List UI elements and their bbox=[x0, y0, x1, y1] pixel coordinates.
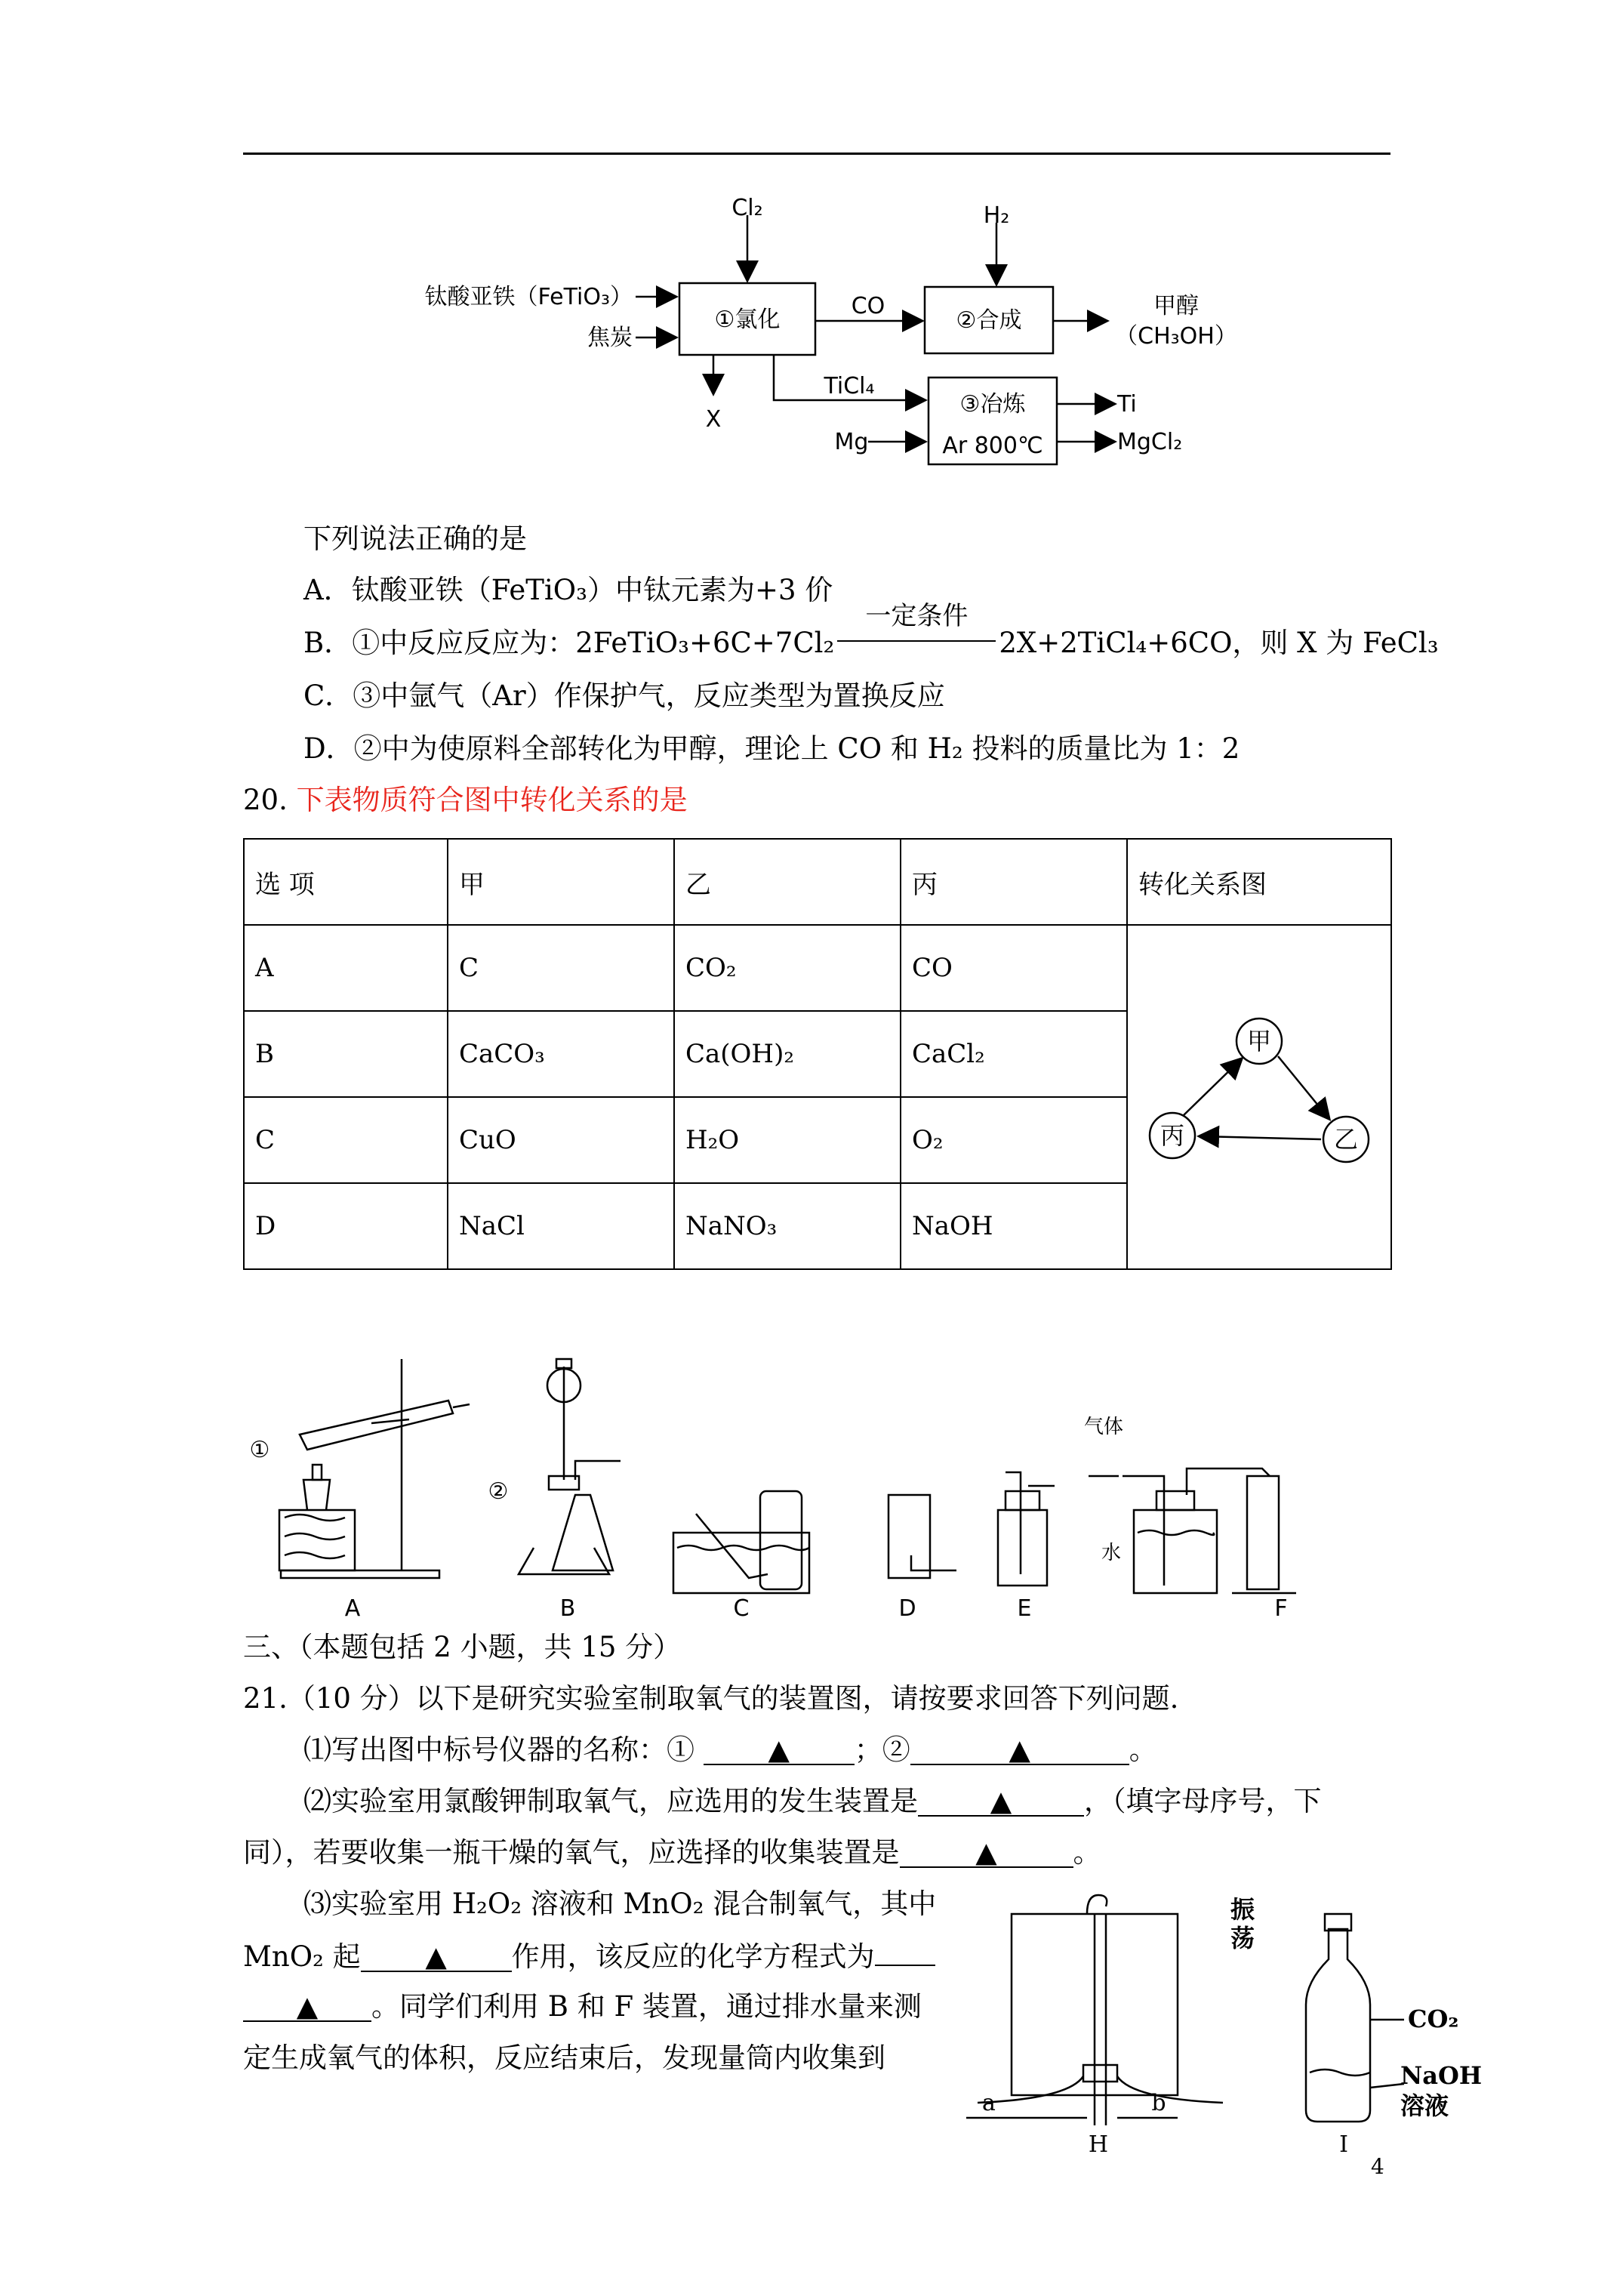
apparatus-label-b: B bbox=[559, 1595, 576, 1622]
q19-option-b-post: 2X+2TiCl₄+6CO，则 X 为 FeCl₃ bbox=[999, 627, 1439, 659]
input-coke: 焦炭 bbox=[587, 325, 633, 351]
q19-option-d: D．②中为使原料全部转化为甲醇，理论上 CO 和 H₂ 投料的质量比为 1：2 bbox=[303, 732, 1240, 765]
marker-1: ① bbox=[249, 1437, 270, 1463]
cell: CaCl₂ bbox=[901, 1011, 1127, 1097]
q21-part2-line1 bbox=[303, 1783, 1322, 1820]
q21-intro: 21.（10 分）以下是研究实验室制取氧气的装置图，请按要求回答下列问题. bbox=[243, 1682, 1179, 1715]
q21-part3-text: MnO₂ 起 bbox=[243, 1940, 361, 1973]
cell: B bbox=[244, 1011, 448, 1097]
blank-5[interactable]: ▲ bbox=[361, 1943, 512, 1972]
figure-h-label: H bbox=[1088, 2131, 1109, 2158]
header-diagram: 转化关系图 bbox=[1127, 839, 1391, 925]
cell: CO₂ bbox=[674, 925, 901, 1011]
box-synthesis: ②合成 bbox=[956, 307, 1022, 334]
lab-apparatus-figure bbox=[243, 1344, 1421, 1623]
cell: NaCl bbox=[448, 1183, 674, 1269]
box-smelting-conditions: Ar 800℃ bbox=[942, 433, 1043, 459]
cell: CuO bbox=[448, 1097, 674, 1183]
q21-part3-line4: 定生成氧气的体积，反应结束后，发现量筒内收集到 bbox=[243, 2042, 885, 2074]
node-bing: 丙 bbox=[1160, 1120, 1185, 1150]
header-yi: 乙 bbox=[674, 839, 901, 925]
co2-label: CO₂ bbox=[1408, 2005, 1459, 2033]
header-option: 选 项 bbox=[244, 839, 448, 925]
q19-option-c: C．③中氩气（Ar）作保护气，反应类型为置换反应 bbox=[303, 680, 945, 712]
box-smelting: ③冶炼 bbox=[959, 391, 1026, 418]
box-chlorination: ①氯化 bbox=[714, 307, 781, 333]
product-methanol: 甲醇 bbox=[1153, 293, 1199, 319]
q19-stem: 下列说法正确的是 bbox=[303, 522, 527, 555]
ti-label: Ti bbox=[1117, 391, 1137, 418]
cycle-diagram bbox=[1138, 996, 1380, 1192]
q20-question bbox=[243, 782, 688, 818]
q21-part2-text: ⑵实验室用氯酸钾制取氧气，应选用的发生装置是 bbox=[303, 1785, 918, 1817]
q21-part3-line3 bbox=[243, 1989, 922, 2025]
figure-h-i bbox=[936, 1884, 1483, 2158]
header-rule bbox=[243, 153, 1390, 155]
header-bing: 丙 bbox=[901, 839, 1127, 925]
q20-stem: 下表物质符合图中转化关系的是 bbox=[296, 784, 688, 816]
q20-number: 20. bbox=[243, 784, 288, 816]
q21-part3-text3: 。同学们利用 B 和 F 装置，通过排水量来测 bbox=[371, 1990, 922, 2023]
gas-label: 气体 bbox=[1083, 1416, 1124, 1438]
tube-a-label: a bbox=[982, 2090, 996, 2116]
page-number: 4 bbox=[1371, 2154, 1384, 2179]
cl2-label: Cl₂ bbox=[731, 195, 763, 221]
mgcl2-label: MgCl₂ bbox=[1117, 429, 1183, 455]
product-methanol-formula: （CH₃OH） bbox=[1115, 323, 1237, 350]
apparatus-label-d: D bbox=[898, 1595, 916, 1622]
q21-part1-text: ⑴写出图中标号仪器的名称：① bbox=[303, 1734, 694, 1766]
cell: O₂ bbox=[901, 1097, 1127, 1183]
x-label: X bbox=[705, 406, 722, 433]
q21-part2-hint: ，（填字母序号，下 bbox=[1084, 1785, 1322, 1817]
apparatus-label-c: C bbox=[733, 1595, 750, 1622]
blank-6-start[interactable] bbox=[875, 1937, 935, 1966]
section-3-title: 三、（本题包括 2 小题，共 15 分） bbox=[243, 1631, 682, 1663]
co-label: CO bbox=[851, 293, 885, 319]
q19-reaction-condition: 一定条件 bbox=[834, 625, 999, 661]
q19-option-a: A．钛酸亚铁（FeTiO₃）中钛元素为+3 价 bbox=[303, 574, 833, 606]
cell: NaNO₃ bbox=[674, 1183, 901, 1269]
q20-options-table bbox=[243, 838, 1392, 1270]
q21-part3-line2 bbox=[243, 1937, 935, 1975]
q21-part2-end: 。 bbox=[1073, 1836, 1101, 1869]
blank-6[interactable]: ▲ bbox=[243, 1993, 371, 2022]
cell: A bbox=[244, 925, 448, 1011]
table-header-row bbox=[244, 839, 1391, 925]
h2-label: H₂ bbox=[983, 202, 1010, 229]
table-row bbox=[244, 925, 1391, 1011]
q21-part1 bbox=[303, 1732, 1157, 1768]
shake-label: 振荡 bbox=[1230, 1895, 1255, 1952]
process-flowchart bbox=[423, 193, 1253, 479]
ticl4-label: TiCl₄ bbox=[824, 373, 875, 399]
q21-part1-sep: ；② bbox=[854, 1734, 910, 1766]
blank-3[interactable]: ▲ bbox=[918, 1788, 1084, 1817]
cycle-diagram-cell bbox=[1127, 925, 1391, 1269]
cell: H₂O bbox=[674, 1097, 901, 1183]
node-jia: 甲 bbox=[1246, 1026, 1272, 1056]
q21-part2-text2: 同），若要收集一瓶干燥的氧气，应选择的收集装置是 bbox=[243, 1836, 900, 1869]
cell: NaOH bbox=[901, 1183, 1127, 1269]
blank-4[interactable]: ▲ bbox=[900, 1839, 1073, 1868]
apparatus-label-a: A bbox=[344, 1595, 361, 1622]
cell: C bbox=[244, 1097, 448, 1183]
blank-2[interactable]: ▲ bbox=[910, 1737, 1129, 1765]
cell: D bbox=[244, 1183, 448, 1269]
node-yi: 乙 bbox=[1333, 1124, 1359, 1154]
cell: CO bbox=[901, 925, 1127, 1011]
naoh-label: NaOH bbox=[1400, 2061, 1483, 2090]
apparatus-label-e: E bbox=[1017, 1595, 1032, 1622]
input-fetio3: 钛酸亚铁（FeTiO₃） bbox=[424, 284, 633, 310]
q21-part1-end: 。 bbox=[1129, 1734, 1157, 1766]
solution-label: 溶液 bbox=[1400, 2091, 1449, 2120]
cell: CaCO₃ bbox=[448, 1011, 674, 1097]
q21-part2-line2 bbox=[243, 1835, 1101, 1871]
figure-i-label: I bbox=[1339, 2131, 1348, 2158]
cell: C bbox=[448, 925, 674, 1011]
q19-option-b-pre: B．①中反应反应为：2FeTiO₃+6C+7Cl₂ bbox=[303, 627, 835, 659]
q21-part3-text2: 作用，该反应的化学方程式为 bbox=[511, 1940, 875, 1973]
mg-label: Mg bbox=[834, 429, 869, 455]
cell: Ca(OH)₂ bbox=[674, 1011, 901, 1097]
q21-part3-line1: ⑶实验室用 H₂O₂ 溶液和 MnO₂ 混合制氧气，其中 bbox=[303, 1888, 937, 1920]
tube-b-label: b bbox=[1151, 2090, 1166, 2116]
water-label: 水 bbox=[1101, 1542, 1122, 1564]
marker-2: ② bbox=[488, 1478, 509, 1505]
blank-1[interactable]: ▲ bbox=[704, 1737, 855, 1765]
apparatus-label-f: F bbox=[1274, 1595, 1288, 1622]
q19-option-b bbox=[303, 601, 1439, 661]
header-jia: 甲 bbox=[448, 839, 674, 925]
